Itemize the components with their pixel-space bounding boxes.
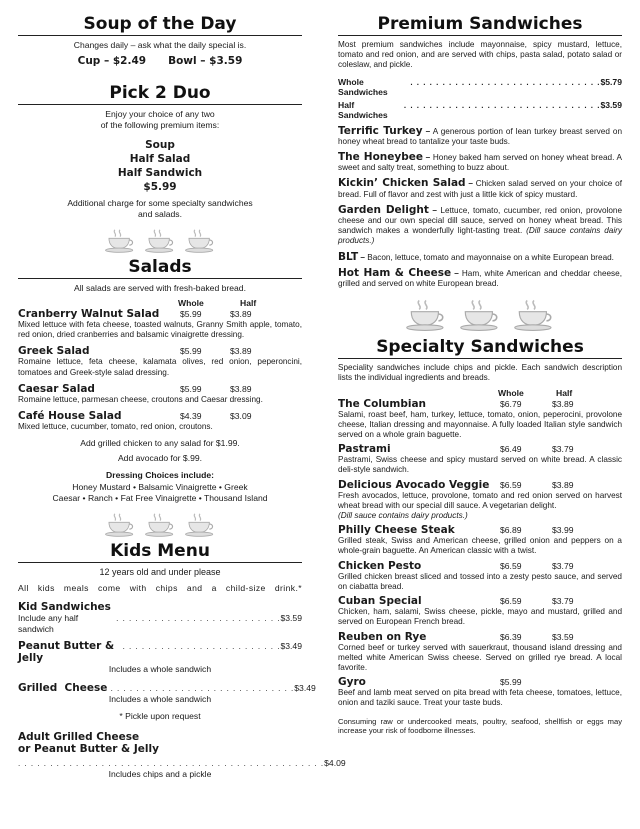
premium-item-name: Terrific Turkey [338, 124, 423, 137]
kids-item: Kid Sandwiches Include any half sandwich . . . . . . . . . . . . . . . . . . . . . . . . . . $3.59 [18, 601, 302, 634]
specialty-half-price: $3.99 [552, 525, 574, 536]
duo-note-2: and salads. [138, 209, 182, 219]
duo-intro-1: Enjoy your choice of any two [105, 108, 215, 119]
salad-desc: Romaine lettuce, feta cheese, kalamata olives, red onion, peperoncini, tomatoes and Greek-style salad dressing. [18, 357, 302, 377]
salad-item [18, 410, 302, 432]
cup-decoration [18, 227, 302, 253]
coffee-cup-icon [511, 297, 557, 331]
salad-whole-price: $5.99 [180, 346, 202, 357]
duo-options [18, 138, 302, 194]
premium-item-name: Garden Delight [338, 203, 429, 216]
duo-title: Pick 2 Duo [109, 82, 211, 103]
kids-item-price: $3.49 [280, 641, 302, 652]
premium-title: Premium Sandwiches [377, 14, 583, 34]
specialty-name: Pastrami [338, 443, 391, 456]
salad-whole-price: $4.39 [180, 411, 202, 422]
kids-note: All kids meals come with chips and a child-size drink.* [18, 583, 302, 594]
specialty-item [338, 398, 622, 441]
premium-whole-price: $5.79 [600, 76, 622, 87]
specialty-whole-price: $6.59 [500, 479, 522, 490]
duo-option: Soup [145, 138, 175, 151]
specialty-desc: Fresh avocados, lettuce, provolone, tomato and red onion served on harvest wheat bread with our special dill sauce. A vegetarian delight. [338, 490, 622, 510]
duo-price: $5.99 [143, 180, 177, 193]
specialty-name: Cuban Special [338, 595, 422, 608]
premium-item-desc: Bacon, lettuce, tomato and mayonnaise on a white European bread. [367, 252, 614, 262]
kids-age: 12 years old and under please [99, 566, 221, 577]
premium-whole-label: Whole Sandwiches [338, 76, 388, 97]
salad-half-price: $3.89 [230, 383, 252, 394]
dressing-list-1: Honey Mustard • Balsamic Vinaigrette • Greek [72, 481, 248, 492]
duo-intro-2: of the following premium items: [100, 120, 220, 130]
kids-adult-item: Adult Grilled Cheese or Peanut Butter & Jelly . . . . . . . . . . . . . . . . . . . . . . . . . . . . . . . . . . . . . . . . . . . . . . . . $4.09 Includes chips and a pickle [18, 730, 346, 780]
premium-item-desc: Chicken salad served on your choice of bread. Full of flavor and zest with just a little kick of spicy mustard. [338, 179, 623, 199]
kids-item-price: $3.59 [280, 613, 302, 624]
premium-item: Terrific Turkey – A generous portion of lean turkey breast served on honey wheat bread to tantalize your taste buds. [338, 124, 622, 146]
coffee-cup-icon [183, 511, 217, 537]
specialty-whole-price: $6.89 [500, 525, 522, 536]
specialty-name: Reuben on Rye [338, 630, 427, 643]
kids-item: Grilled Cheese . . . . . . . . . . . . . . . . . . . . . . . . . . . . . $3.49 Includes a whole sandwich [18, 681, 316, 704]
salad-half-price: $3.09 [230, 411, 252, 422]
kids-item-sub: Include any half sandwich [18, 613, 79, 634]
coffee-cup-icon [143, 511, 177, 537]
specialty-desc: Corned beef or turkey served with sauerkraut, thousand island dressing and melted white American Swiss cheese. Served on grilled rye bread. A local favorite. [338, 642, 622, 672]
premium-item-name: The Honeybee [338, 151, 423, 164]
divider [18, 104, 302, 105]
soup-note: Changes daily – ask what the daily special is. [73, 40, 247, 50]
specialty-item [338, 631, 622, 674]
specialty-note: Speciality sandwiches include chips and pickle. Each sandwich description lists the individual ingredients and breads. [338, 363, 622, 383]
specialty-item [338, 560, 622, 592]
cup-decoration [338, 297, 622, 331]
specialty-item [338, 524, 622, 556]
specialty-desc: Beef and lamb meat served on pita bread with feta cheese, tomatoes, lettuce, onion and taziki sauce. Treat your taste buds. [338, 688, 622, 708]
salad-desc: Romaine lettuce, parmesan cheese, croutons and Caesar dressing. [18, 394, 263, 404]
premium-item: Kickin’ Chicken Salad – Chicken salad served on your choice of bread. Full of flavor and zest with just a little kick of spicy mustard. [338, 177, 623, 199]
premium-item: Garden Delight – Lettuce, tomato, cucumber, red onion, provolone cheese and our own special dill sauce, served on honey wheat bread. This sandwich makes a wonderfully light-tasting treat. (Dill sauce contains dairy products.) [338, 203, 623, 246]
soup-prices [18, 55, 302, 67]
salad-desc: Mixed lettuce with feta cheese, toasted walnuts, Granny Smith apple, tomato, red onion, dried cranberries and balsamic vinaigrette dressing. [18, 320, 302, 340]
specialty-desc: Grilled steak, Swiss and American cheese, grilled onion and peppers on a whole-grain baguette. An American classic with a twist. [338, 536, 622, 556]
specialty-desc: Salami, roast beef, ham, turkey, lettuce, tomato, onion, peperocini, provolone cheese, Italian dressing and mayonnaise. A fully loaded Italian style sandwich served on a whole grain baguette. [338, 409, 622, 440]
premium-item-extra: (Dill sauce contains dairy products.) [338, 226, 622, 246]
specialty-desc: Grilled chicken breast sliced and tossed into a zesty pesto sauce, and served on ciabatta bread. [338, 571, 622, 591]
premium-half-price: $3.59 [600, 99, 622, 110]
specialty-half-price: $3.79 [552, 596, 574, 607]
food-safety-warning: Consuming raw or undercooked meats, poultry, seafood, shellfish or eggs may increase your risk of foodborne illnesses. [338, 716, 622, 736]
salads-title: Salads [128, 256, 192, 277]
divider [18, 35, 302, 36]
premium-item-desc: Ham, white American and cheddar cheese, grilled and served on white European bread. [338, 268, 622, 289]
specialty-half-price: $3.79 [552, 444, 574, 455]
specialty-column-headers [338, 388, 622, 398]
premium-item-desc: Honey baked ham served on honey wheat bread. A sweet and salty treat, something to buzz about. [338, 153, 623, 173]
specialty-name: The Columbian [338, 397, 427, 410]
salad-name: Cranberry Walnut Salad [18, 308, 160, 320]
salad-item [18, 345, 302, 377]
specialty-half-price: $3.79 [552, 560, 574, 571]
col-whole: Whole [498, 387, 524, 398]
premium-item-name: BLT [338, 250, 359, 263]
kids-item-name: Grilled Cheese [18, 681, 108, 694]
specialty-whole-price: $6.59 [500, 596, 522, 607]
premium-item-desc: A generous portion of lean turkey breast served on honey wheat bread to tantalize your taste buds. [338, 126, 622, 146]
specialty-half-price: $3.89 [552, 398, 574, 409]
coffee-cup-icon [457, 297, 503, 331]
salad-whole-price: $5.99 [180, 309, 202, 319]
divider [18, 278, 302, 279]
premium-item-name: Kickin’ Chicken Salad [338, 177, 466, 190]
salad-addon-chicken: Add grilled chicken to any salad for $1.99. [80, 438, 240, 449]
kids-item-sub: Includes a whole sandwich [108, 693, 212, 704]
specialty-extra: (Dill sauce contains dairy products.) [338, 511, 468, 521]
premium-item: Hot Ham & Cheese – Ham, white American and cheddar cheese, grilled and served on white European bread. [338, 266, 622, 289]
divider [18, 562, 302, 563]
salad-half-price: $3.89 [230, 346, 252, 357]
coffee-cup-icon [143, 227, 177, 253]
specialty-desc: Pastrami, Swiss cheese and spicy mustard served on white bread. A classic deli-style sandwich. [338, 455, 622, 475]
salad-item [18, 308, 302, 340]
specialty-item [338, 479, 622, 522]
salad-half-price: $3.89 [230, 309, 252, 319]
col-whole: Whole [178, 298, 204, 308]
soup-cup-price: Cup – $2.49 [77, 54, 147, 67]
premium-half-label: Half Sandwiches [338, 99, 388, 120]
premium-whole-row: Whole Sandwiches . . . . . . . . . . . . . . . . . . . . . . . . . . . . . . $5.79 [338, 76, 622, 97]
premium-half-row: Half Sandwiches . . . . . . . . . . . . . . . . . . . . . . . . . . . . . . . $3.59 [338, 99, 622, 120]
duo-note-1: Additional charge for some specialty sandwiches [67, 197, 253, 208]
adult-item-sub: Includes chips and a pickle [108, 769, 212, 780]
salad-name: Greek Salad [18, 345, 90, 358]
salads-note: All salads are served with fresh-baked bread. [74, 282, 246, 293]
coffee-cup-icon [183, 227, 217, 253]
pickle-note: * Pickle upon request [119, 711, 201, 722]
adult-item-name-1: Adult Grilled Cheese [18, 730, 140, 743]
specialty-whole-price: $6.49 [500, 444, 522, 455]
divider [338, 358, 622, 359]
specialty-whole-price: $5.99 [500, 677, 522, 688]
specialty-whole-price: $6.79 [500, 398, 522, 409]
soup-bowl-price: Bowl – $3.59 [168, 54, 243, 67]
specialty-half-price: $3.89 [552, 479, 574, 490]
salad-item [18, 383, 302, 405]
dressing-title: Dressing Choices include: [106, 470, 214, 481]
duo-option: Half Sandwich [117, 166, 203, 179]
cup-decoration [18, 511, 302, 537]
salad-whole-price: $5.99 [180, 383, 202, 394]
specialty-item [338, 676, 622, 708]
left-column [18, 14, 346, 781]
salads-column-headers [18, 298, 302, 308]
divider [338, 35, 622, 36]
specialty-name: Gyro [338, 676, 366, 689]
specialty-name: Chicken Pesto [338, 559, 422, 572]
kids-item-sub: Includes a whole sandwich [108, 664, 212, 675]
premium-item: The Honeybee – Honey baked ham served on honey wheat bread. A sweet and salty treat, something to buzz about. [338, 151, 623, 173]
premium-note: Most premium sandwiches include mayonnaise, spicy mustard, lettuce, tomato and red onion, and are served with chips, pasta salad, potato salad or coleslaw, and pickle. [338, 40, 622, 70]
specialty-title: Specialty Sandwiches [376, 337, 584, 358]
specialty-whole-price: $6.59 [500, 560, 522, 571]
specialty-name: Delicious Avocado Veggie [338, 478, 490, 491]
premium-item-desc: Lettuce, tomato, cucumber, red onion, provolone cheese and our own special dill sauce, served on honey wheat bread. This sandwich makes a wonderfully light-tasting treat. [338, 205, 623, 236]
duo-option: Half Salad [129, 152, 191, 165]
specialty-item [338, 443, 622, 475]
adult-item-price: $4.09 [324, 757, 346, 768]
soup-title: Soup of the Day [83, 14, 237, 34]
specialty-half-price: $3.59 [552, 631, 574, 642]
kids-item-price: $3.49 [294, 682, 316, 693]
col-half: Half [556, 387, 573, 398]
specialty-whole-price: $6.39 [500, 631, 522, 642]
salad-name: Caesar Salad [18, 382, 95, 395]
specialty-item [338, 595, 622, 627]
coffee-cup-icon [103, 511, 137, 537]
premium-item: BLT – Bacon, lettuce, tomato and mayonnaise on a white European bread. [338, 250, 614, 263]
kids-item-name: Peanut Butter & Jelly [18, 640, 115, 665]
coffee-cup-icon [403, 297, 449, 331]
specialty-desc: Chicken, ham, salami, Swiss cheese, pickle, mayo and mustard, grilled and served on European French bread. [338, 607, 622, 627]
salad-desc: Mixed lettuce, cucumber, tomato, red onion, croutons. [18, 422, 213, 432]
col-half: Half [240, 298, 257, 308]
kids-item: Peanut Butter & Jelly . . . . . . . . . . . . . . . . . . . . . . . . . $3.49 Includes a whole sandwich [18, 640, 302, 675]
dressing-list-2: Caesar • Ranch • Fat Free Vinaigrette • Thousand Island [52, 493, 268, 504]
premium-item-name: Hot Ham & Cheese [338, 266, 452, 279]
salad-addon-avocado: Add avocado for $.99. [117, 452, 203, 463]
kids-item-name: Kid Sandwiches [18, 601, 111, 614]
kids-title: Kids Menu [110, 540, 210, 561]
specialty-name: Philly Cheese Steak [338, 524, 455, 537]
adult-item-name-2: or Peanut Butter & Jelly [18, 742, 159, 755]
salad-name: Café House Salad [18, 410, 122, 423]
right-column [338, 14, 622, 736]
coffee-cup-icon [103, 227, 137, 253]
